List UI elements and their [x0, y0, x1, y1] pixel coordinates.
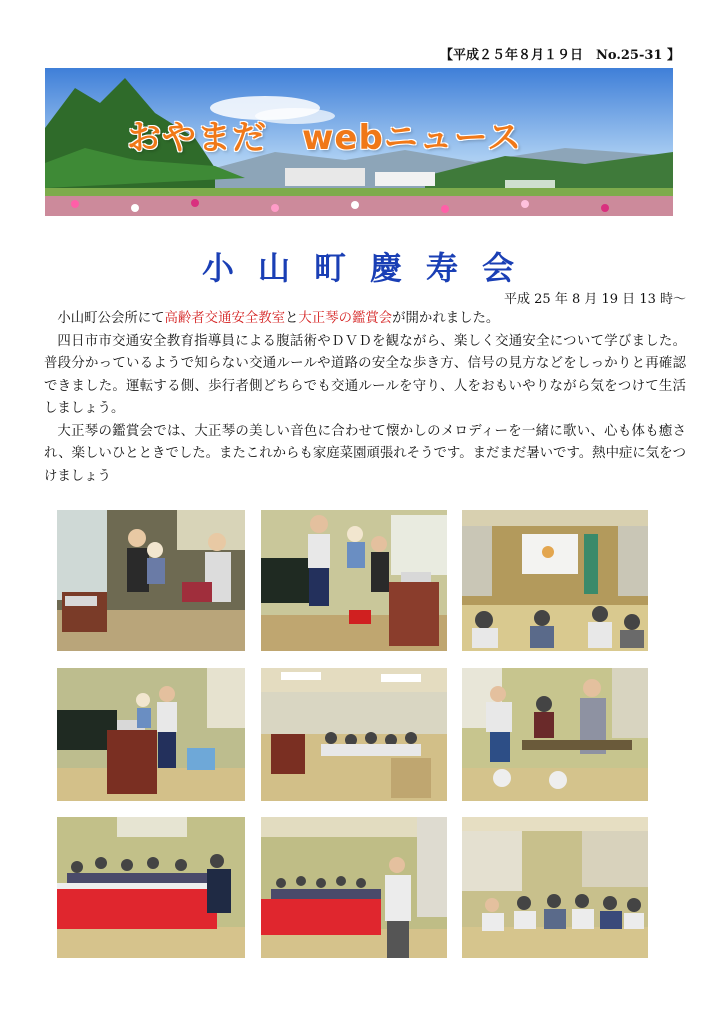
paragraph-2: 四日市市交通安全教育指導員による腹話術やＤＶＤを観ながら、楽しく交通安全について学びました。普段分かっているようで知らない交通ルールや道路の安全な歩き方、信号の見方などをしっかりと再確認できました。運転する側、歩行者側どちらでも交通ルールを守り、人をおもいやりながら気をつけて生活しましょう。 — [44, 333, 686, 416]
event-datetime: 平成 25 年 8 月 19 日 13 時～ — [504, 292, 686, 307]
event-photo — [261, 668, 447, 801]
banner-title: おやまだ webニュース — [127, 118, 523, 158]
news-banner — [45, 68, 673, 216]
highlight-traffic-class: 高齢者交通安全教室 — [164, 311, 286, 326]
event-photo — [462, 817, 648, 958]
article-title: 小山町慶寿会 — [201, 249, 538, 287]
paragraph-1 — [44, 308, 686, 331]
article-body — [44, 308, 686, 488]
highlight-koto-concert: 大正琴の鑑賞会 — [298, 311, 393, 326]
paragraph-1-text: が開かれました。 — [392, 311, 500, 326]
event-photo — [261, 510, 447, 651]
issue-info: 【平成２５年８月１９日 No.25-31 】 — [440, 48, 680, 63]
event-photo — [57, 510, 245, 651]
event-photo — [462, 510, 648, 651]
paragraph-3: 大正琴の鑑賞会では、大正琴の美しい音色に合わせて懐かしのメロディーを一緒に歌い、心も体も癒され、楽しいひとときでした。またこれからも家庭菜園頑張れそうです。まだまだ暑いです。熱中症に気をつけましょう — [44, 423, 686, 484]
event-photo — [57, 817, 245, 958]
event-photo — [462, 668, 648, 801]
paragraph-1-text: 小山町公会所にて — [57, 311, 165, 326]
paragraph-1-text: と — [285, 311, 299, 326]
event-photo — [261, 817, 447, 958]
event-photo — [57, 668, 245, 801]
